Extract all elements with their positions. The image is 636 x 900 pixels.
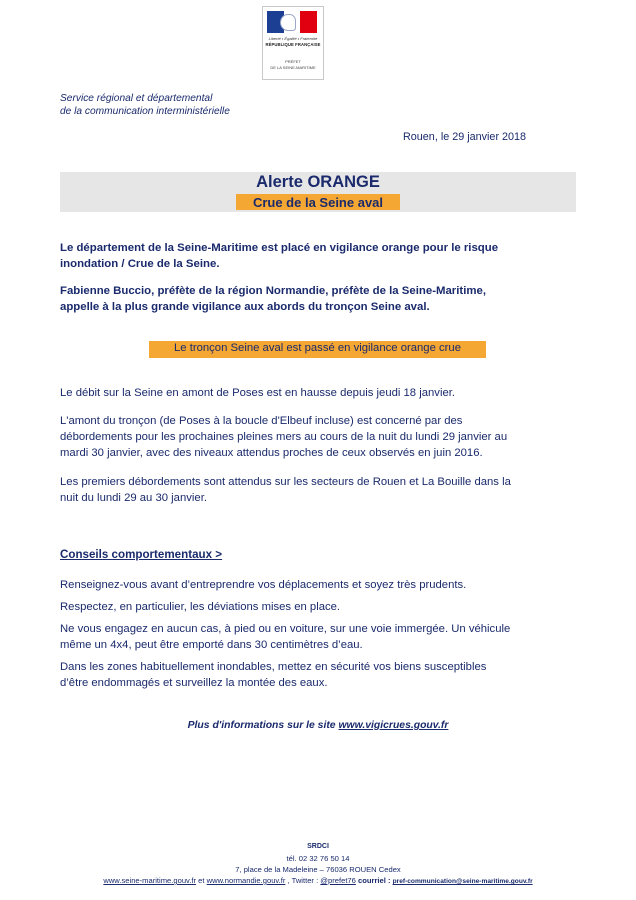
vigilance-statement-line-1: Le département de la Seine-Maritime est placé en vigilance orange pour le risque: [60, 242, 499, 254]
amont-paragraph-line-3: mardi 30 janvier, avec des niveaux attendus proches de ceux observés en juin 2016.: [60, 447, 483, 459]
conseil-item-1: Renseignez-vous avant d’entreprendre vos déplacements et soyez très prudents.: [60, 579, 467, 591]
debordements-paragraph-line-1: Les premiers débordements sont attendus sur les secteurs de Rouen et La Bouille dans la: [60, 476, 511, 488]
prefete-statement-line-1: Fabienne Buccio, préfète de la région Normandie, préfète de la Seine-Maritime,: [60, 285, 486, 297]
vigicrues-link[interactable]: www.vigicrues.gouv.fr: [338, 720, 449, 731]
troncon-notice: Le tronçon Seine aval est passé en vigilance orange crue: [173, 342, 461, 354]
conseil-item-3-line-2: même un 4x4, peut être emporté dans 30 centimètres d’eau.: [60, 639, 363, 651]
more-info-prefix: Plus d'informations sur le site: [187, 720, 339, 731]
footer-et: et: [196, 876, 207, 885]
service-line-2: de la communication interministérielle: [60, 106, 230, 117]
footer-twitter-label: , Twitter :: [285, 876, 321, 885]
service-line-1: Service régional et départemental: [60, 93, 213, 104]
conseils-heading: Conseils comportementaux >: [60, 548, 223, 561]
document-date: Rouen, le 29 janvier 2018: [403, 131, 527, 143]
conseil-item-4-line-2: d’être endommagés et surveillez la montée des eaux.: [60, 677, 328, 689]
footer-srdci: SRDCI: [307, 843, 329, 850]
amont-paragraph-line-2: débordements pour les prochaines pleines mers au cours de la nuit du lundi 29 janvier au: [60, 431, 508, 443]
logo-prefet: PRÉFET: [285, 59, 301, 64]
conseil-item-4-line-1: Dans les zones habituellement inondables, mettez en sécurité vos biens susceptibles: [60, 661, 487, 673]
debordements-paragraph-line-2: nuit du lundi 29 au 30 janvier.: [60, 492, 207, 504]
footer-phone: tél. 02 32 76 50 14: [286, 854, 350, 863]
footer-address: 7, place de la Madeleine – 76036 ROUEN Cedex: [235, 865, 401, 874]
alert-title: Alerte ORANGE: [256, 173, 380, 191]
logo-republique: RÉPUBLIQUE FRANÇAISE: [265, 42, 321, 47]
footer-courriel-label: courriel :: [355, 876, 393, 885]
email-link[interactable]: pref-communication@seine-maritime.gouv.fr: [392, 878, 533, 885]
amont-paragraph-line-1: L'amont du tronçon (de Poses à la boucle d'Elbeuf incluse) est concerné par des: [60, 415, 463, 427]
vigilance-statement-line-2: inondation / Crue de la Seine.: [60, 258, 220, 270]
logo-prefet-dept: DE LA SEINE-MARITIME: [270, 65, 316, 70]
footer-links: [0, 876, 636, 885]
normandie-link[interactable]: www.normandie.gouv.fr: [206, 876, 286, 885]
seine-maritime-link[interactable]: www.seine-maritime.gouv.fr: [103, 876, 197, 885]
debit-paragraph: Le débit sur la Seine en amont de Poses est en hausse depuis jeudi 18 janvier.: [60, 387, 456, 399]
flag-icon: [267, 11, 317, 33]
logo-motto: Liberté • Égalité • Fraternité: [268, 36, 318, 41]
twitter-link[interactable]: @prefet76: [320, 876, 356, 885]
marianne-logo: [262, 6, 324, 80]
prefete-statement-line-2: appelle à la plus grande vigilance aux abords du tronçon Seine aval.: [60, 301, 430, 313]
conseil-item-2: Respectez, en particulier, les déviations mises en place.: [60, 601, 341, 613]
more-info-line: [60, 720, 576, 731]
conseil-item-3-line-1: Ne vous engagez en aucun cas, à pied ou en voiture, sur une voie immergée. Un véhicule: [60, 623, 511, 635]
alert-subtitle: Crue de la Seine aval: [252, 195, 384, 210]
